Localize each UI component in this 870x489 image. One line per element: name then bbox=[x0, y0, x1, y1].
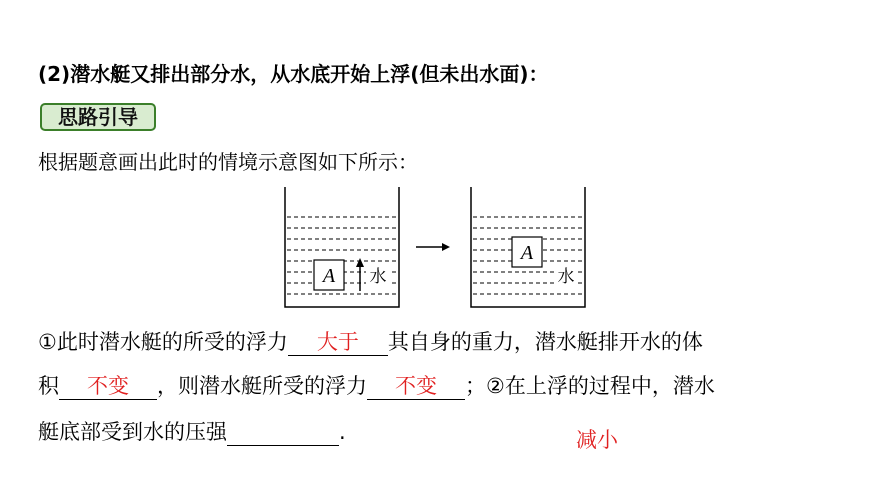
water-label-right: 水 bbox=[557, 267, 575, 287]
water-label-left: 水 bbox=[369, 267, 387, 287]
container-right bbox=[471, 187, 585, 307]
box-label-left: A bbox=[322, 265, 336, 287]
situation-diagram bbox=[270, 185, 610, 313]
paragraph-line-1 bbox=[38, 326, 703, 356]
hint-tag: 思路引导 bbox=[40, 103, 156, 131]
p2-start: 积 bbox=[38, 374, 59, 398]
p2-end: ；②在上浮的过程中，潜水 bbox=[465, 374, 715, 398]
intro-text: 根据题意画出此时的情境示意图如下所示： bbox=[38, 150, 418, 174]
answer-blank-3[interactable]: 不变 bbox=[367, 373, 465, 400]
answer-blank-1[interactable]: 大于 bbox=[288, 329, 388, 356]
paragraph-line-2 bbox=[38, 370, 715, 400]
p3-start: 艇底部受到水的压强 bbox=[38, 420, 227, 444]
answer-blank-4[interactable] bbox=[227, 419, 339, 446]
p1-end: 其自身的重力，潜水艇排开水的体 bbox=[387, 330, 703, 354]
box-label-right: A bbox=[520, 242, 534, 264]
container-left bbox=[285, 187, 399, 307]
answer-4-text: 减小 bbox=[576, 428, 618, 452]
p2-mid: ，则潜水艇所受的浮力 bbox=[157, 374, 367, 398]
p3-end: . bbox=[339, 420, 346, 444]
p1-start: ①此时潜水艇的所受的浮力 bbox=[38, 330, 288, 354]
paragraph-line-3 bbox=[38, 416, 346, 446]
answer-blank-2[interactable]: 不变 bbox=[59, 373, 157, 400]
question-title: (2)潜水艇又排出部分水，从水底开始上浮(但未出水面)： bbox=[38, 62, 549, 86]
